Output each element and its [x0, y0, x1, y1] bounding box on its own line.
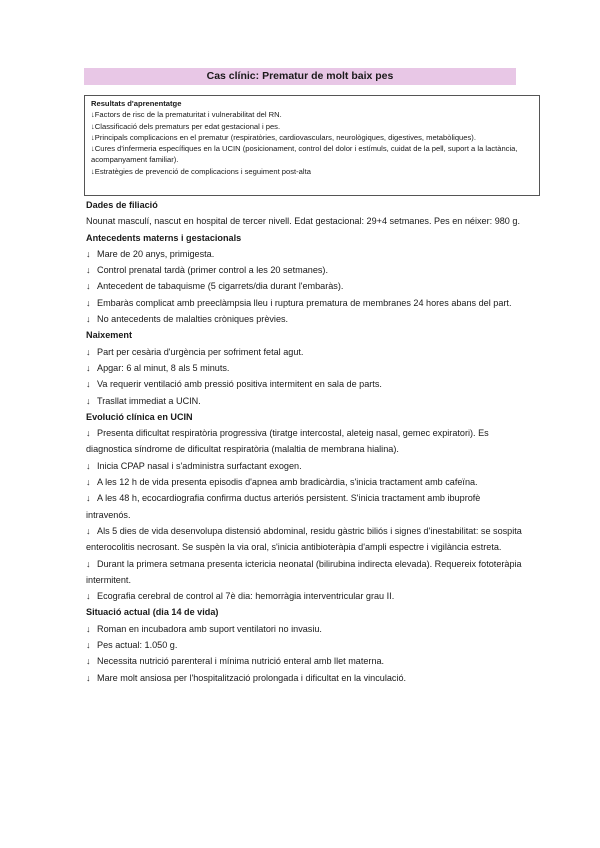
arrow-down-icon: ↓ [86, 346, 91, 357]
arrow-down-icon: ↓ [86, 640, 91, 651]
list-item: ↓ Necessita nutrició parenteral i mínima nutrició enteral amb llet materna. [86, 653, 526, 669]
list-item: ↓ Antecedent de tabaquisme (5 cigarrets/dia durant l'embaràs). [86, 278, 526, 294]
list-item: ↓ Presenta dificultat respiratòria progressiva (tiratge intercostal, aleteig nasal, gemec expiratori). Es diagnostica síndrome de dificultat respiratòria (malaltia de membrana hialina). [86, 425, 526, 458]
arrow-down-icon: ↓ [91, 110, 95, 120]
arrow-down-icon: ↓ [86, 248, 91, 259]
page-title: Cas clínic: Prematur de molt baix pes [84, 68, 516, 85]
list-item: ↓ Part per cesària d'urgència per sofriment fetal agut. [86, 344, 526, 360]
arrow-down-icon: ↓ [86, 362, 91, 373]
arrow-down-icon: ↓ [86, 477, 91, 488]
section-heading: Antecedents materns i gestacionals [86, 232, 242, 243]
section-heading: Naixement [86, 330, 132, 341]
section-heading: Dades de filiació [86, 200, 158, 210]
learning-outcome-item: ↓Principals complicacions en el prematur (respiratòries, cardiovasculars, neurològiques, digestives, metabòliques). [91, 132, 476, 142]
arrow-down-icon: ↓ [91, 121, 95, 131]
section-heading: Evolució clínica en UCIN [86, 411, 193, 422]
learning-outcomes-heading: Resultats d'aprenentatge [91, 99, 182, 108]
list-item: ↓ Pes actual: 1.050 g. [86, 637, 526, 653]
list-item: ↓ Inicia CPAP nasal i s'administra surfactant exogen. [86, 458, 526, 474]
arrow-down-icon: ↓ [86, 281, 91, 292]
arrow-down-icon: ↓ [86, 493, 91, 504]
arrow-down-icon: ↓ [86, 558, 91, 569]
arrow-down-icon: ↓ [86, 395, 91, 406]
learning-outcomes-box [84, 95, 540, 196]
arrow-down-icon: ↓ [86, 428, 91, 439]
arrow-down-icon: ↓ [91, 144, 95, 154]
arrow-down-icon: ↓ [86, 672, 91, 683]
list-item: ↓ Trasllat immediat a UCIN. [86, 393, 526, 409]
list-item: ↓ Embaràs complicat amb preeclàmpsia lleu i ruptura prematura de membranes 24 hores abans del part. [86, 295, 526, 311]
learning-outcome-item: ↓Cures d'infermeria específiques en la UCIN (posicionament, control del dolor i estímuls, cuidat de la pell, suport a la lactància, acompanyament familiar). [91, 144, 518, 165]
list-item: ↓ Ecografia cerebral de control al 7è dia: hemorràgia interventricular grau II. [86, 588, 526, 604]
arrow-down-icon: ↓ [86, 379, 91, 390]
arrow-down-icon: ↓ [91, 166, 95, 176]
learning-outcome-item: ↓Classificació dels prematurs per edat gestacional i pes. [91, 121, 281, 131]
arrow-down-icon: ↓ [91, 132, 95, 142]
arrow-down-icon: ↓ [86, 265, 91, 276]
list-item: ↓ Durant la primera setmana presenta ictericia neonatal (bilirubina indirecta elevada). Requereix fototeràpia intermitent. [86, 556, 526, 589]
arrow-down-icon: ↓ [86, 591, 91, 602]
section-heading: Situació actual (dia 14 de vida) [86, 607, 219, 618]
list-item: ↓ Als 5 dies de vida desenvolupa distensió abdominal, residu gàstric biliós i signes d'inestabilitat: se sospita enterocolitis necrosant. Se suspèn la via oral, s'inicia antibioteràpia d'ampli espectre i vigilància estreta. [86, 523, 526, 556]
arrow-down-icon: ↓ [86, 525, 91, 536]
arrow-down-icon: ↓ [86, 314, 91, 325]
case-content [86, 197, 526, 686]
learning-outcome-item: ↓Factors de risc de la prematuritat i vulnerabilitat del RN. [91, 110, 282, 120]
arrow-down-icon: ↓ [86, 656, 91, 667]
list-item: ↓ No antecedents de malalties cròniques prèvies. [86, 311, 526, 327]
list-item: ↓ Apgar: 6 al minut, 8 als 5 minuts. [86, 360, 526, 376]
filiation-text: Nounat masculí, nascut en hospital de tercer nivell. Edat gestacional: 29+4 setmanes. Pes en néixer: 980 g. [86, 216, 520, 227]
arrow-down-icon: ↓ [86, 623, 91, 634]
arrow-down-icon: ↓ [86, 297, 91, 308]
list-item: ↓ Mare de 20 anys, primigesta. [86, 246, 526, 262]
list-item: ↓ A les 12 h de vida presenta episodis d'apnea amb bradicàrdia, s'inicia tractament amb cafeïna. [86, 474, 526, 490]
arrow-down-icon: ↓ [86, 460, 91, 471]
list-item: ↓ Mare molt ansiosa per l'hospitalització prolongada i dificultat en la vinculació. [86, 670, 526, 686]
list-item: ↓ Va requerir ventilació amb pressió positiva intermitent en sala de parts. [86, 376, 526, 392]
learning-outcome-item: ↓Estratègies de prevenció de complicacions i seguiment post-alta [91, 166, 311, 176]
list-item: ↓ Roman en incubadora amb suport ventilatori no invasiu. [86, 621, 526, 637]
list-item: ↓ Control prenatal tardà (primer control a les 20 setmanes). [86, 262, 526, 278]
list-item: ↓ A les 48 h, ecocardiografia confirma ductus arteriós persistent. S'inicia tractament amb ibuprofè intravenós. [86, 490, 526, 523]
